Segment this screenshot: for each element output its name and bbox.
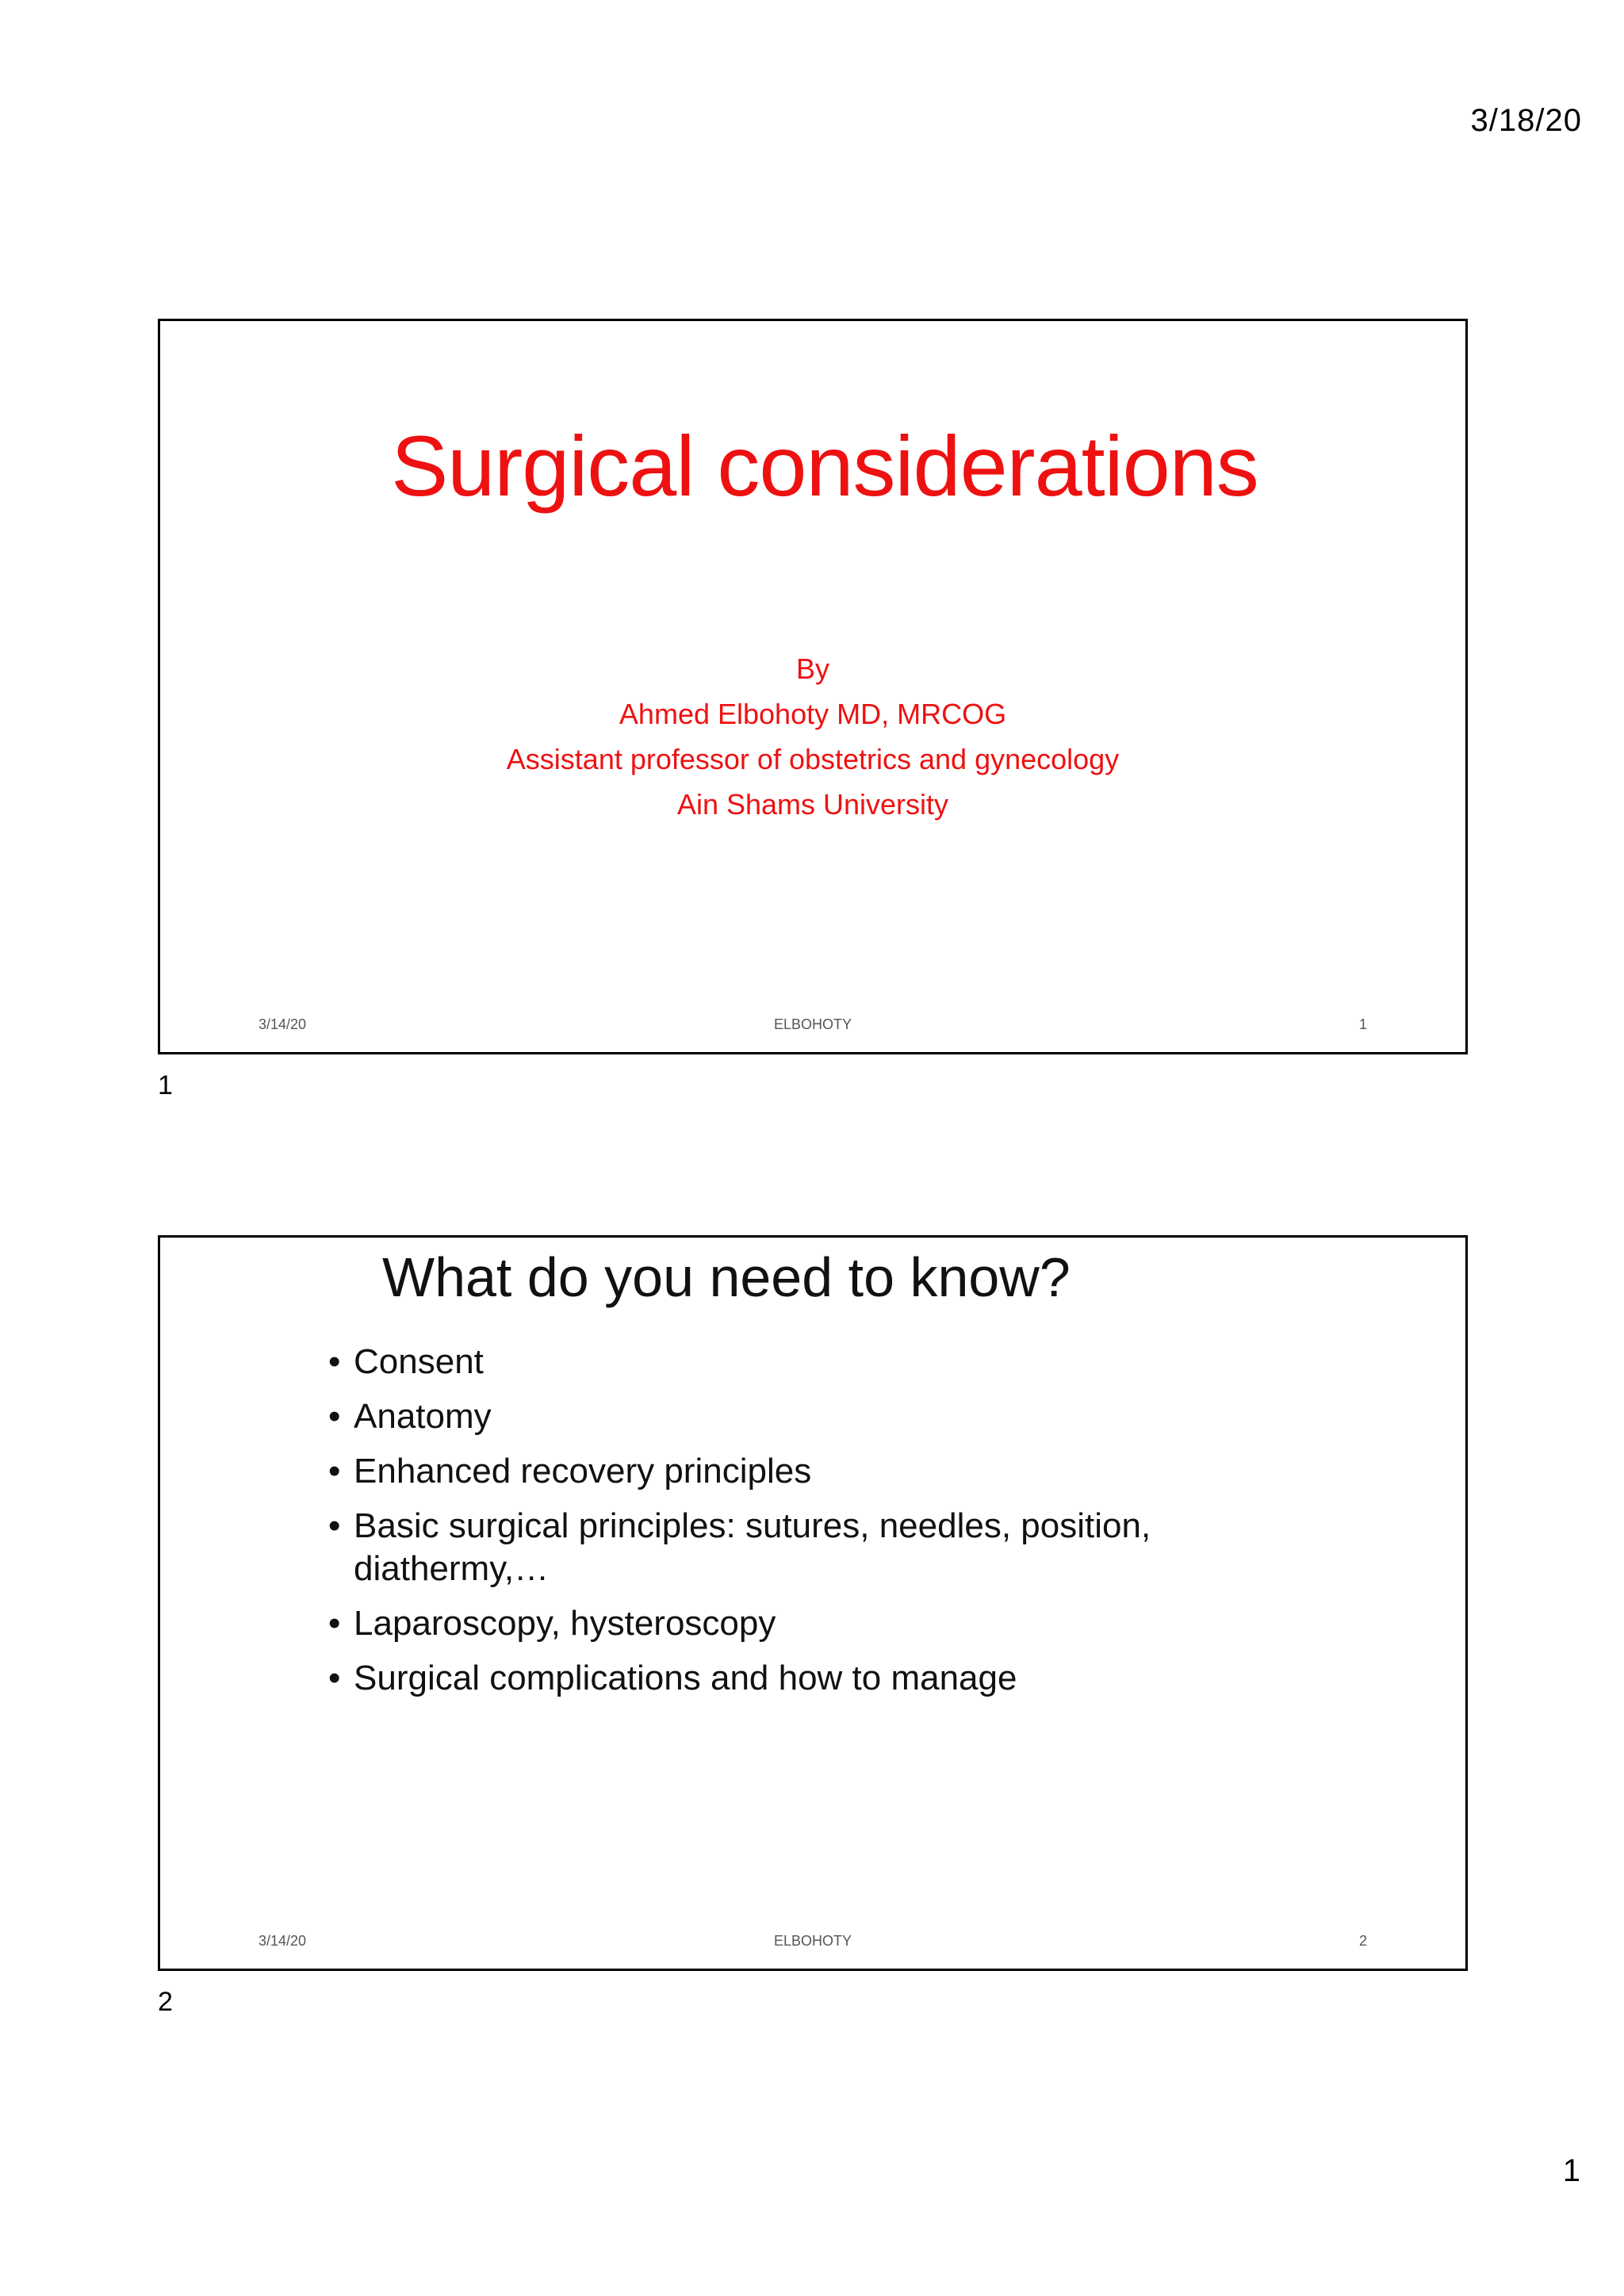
- bullet-icon: •: [328, 1604, 341, 1643]
- list-item-text: Enhanced recovery principles: [354, 1452, 812, 1490]
- slide-index-1: 1: [158, 1070, 173, 1100]
- byline-position: Assistant professor of obstetrics and gynecology: [506, 743, 1120, 775]
- byline-author-name: Ahmed Elbohoty MD, MRCOG: [619, 698, 1007, 730]
- slide-footer-author: ELBOHOTY: [773, 1016, 852, 1032]
- author-byline: [160, 646, 1465, 827]
- bullet-icon: •: [328, 1506, 341, 1545]
- list-item-text: Surgical complications and how to manage: [354, 1659, 1017, 1697]
- slide-footer-number: 2: [1358, 1933, 1367, 1949]
- slide-footer-author: ELBOHOTY: [773, 1933, 852, 1949]
- list-item: [328, 1657, 1240, 1700]
- list-item: [328, 1395, 1240, 1438]
- bullet-icon: •: [328, 1342, 341, 1381]
- list-item-text: Laparoscopy, hysteroscopy: [354, 1604, 776, 1643]
- list-item: [328, 1505, 1240, 1590]
- list-item-text: Consent: [354, 1342, 484, 1381]
- slide-2: [158, 1235, 1468, 1971]
- bullet-list: [328, 1341, 1240, 1712]
- byline-by: By: [795, 652, 829, 685]
- slide-title: Surgical considerations: [391, 418, 1258, 514]
- slide-footer-date: 3/14/20: [259, 1016, 307, 1032]
- byline-university: Ain Shams University: [676, 788, 949, 821]
- page-date: 3/18/20: [1470, 103, 1582, 138]
- slide-index-2: 2: [158, 1987, 173, 2017]
- list-item: [328, 1602, 1240, 1645]
- bullet-icon: •: [328, 1397, 341, 1436]
- page-number: 1: [1562, 2153, 1580, 2188]
- slide-footer-date: 3/14/20: [259, 1933, 307, 1949]
- bullet-icon: •: [328, 1452, 341, 1490]
- list-item: [328, 1450, 1240, 1493]
- bullet-icon: •: [328, 1659, 341, 1697]
- list-item-text: Anatomy: [354, 1397, 492, 1436]
- slide-title: What do you need to know?: [382, 1246, 1071, 1308]
- list-item-text: Basic surgical principles: sutures, needles, position, diathermy,…: [354, 1506, 1151, 1588]
- slide-1: [158, 319, 1468, 1054]
- list-item: [328, 1341, 1240, 1383]
- slide-footer-number: 1: [1358, 1016, 1367, 1032]
